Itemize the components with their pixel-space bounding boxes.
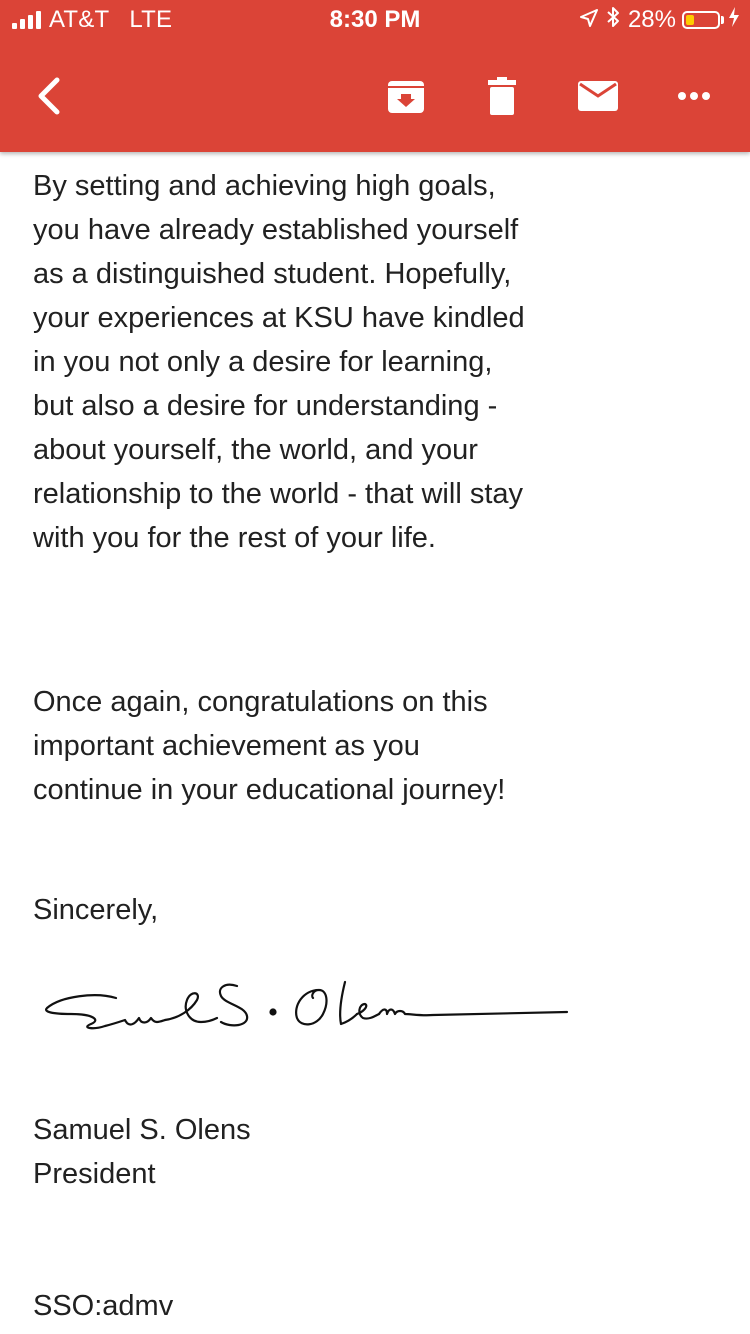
- status-bar: [0, 0, 750, 40]
- battery-icon: [682, 11, 720, 29]
- delete-button[interactable]: [474, 68, 530, 124]
- closing-line: Sincerely,: [33, 894, 159, 926]
- more-icon: [677, 91, 711, 101]
- signer-name: Samuel S. Olens: [33, 1114, 251, 1146]
- carrier-label: AT&T: [49, 6, 110, 33]
- app-header: [0, 0, 750, 152]
- mark-unread-button[interactable]: [570, 68, 626, 124]
- charging-icon: [728, 7, 740, 33]
- back-button[interactable]: [22, 68, 78, 124]
- archive-button[interactable]: [378, 68, 434, 124]
- body-paragraph: By setting and achieving high goals, you have already established yourself as a distinguished student. Hopefully, your experiences at KSU have kindled in you not only a desire for learning, but also a desire for understanding - about yourself, the world, and your relationship to the world - that will stay with you for the rest of your life.: [33, 170, 525, 554]
- back-arrow-icon: [33, 76, 67, 116]
- mail-icon: [577, 80, 619, 112]
- archive-icon: [387, 77, 425, 115]
- status-right: [580, 5, 740, 35]
- bluetooth-icon: [606, 6, 620, 35]
- email-toolbar: [0, 40, 750, 152]
- body-paragraph: Once again, congratulations on this important achievement as you continue in your educational journey!: [33, 686, 506, 806]
- handwritten-signature: [41, 968, 571, 1048]
- battery-fill: [686, 15, 694, 25]
- signer-title: President: [33, 1158, 156, 1190]
- battery-cap: [721, 16, 724, 24]
- network-label: LTE: [129, 6, 173, 33]
- more-options-button[interactable]: [666, 68, 722, 124]
- location-icon: [580, 6, 598, 34]
- battery-percent: 28%: [627, 6, 676, 33]
- trash-icon: [487, 76, 517, 116]
- reference-initials: SSO:admv: [33, 1290, 174, 1322]
- status-time: 8:30 PM: [329, 6, 421, 33]
